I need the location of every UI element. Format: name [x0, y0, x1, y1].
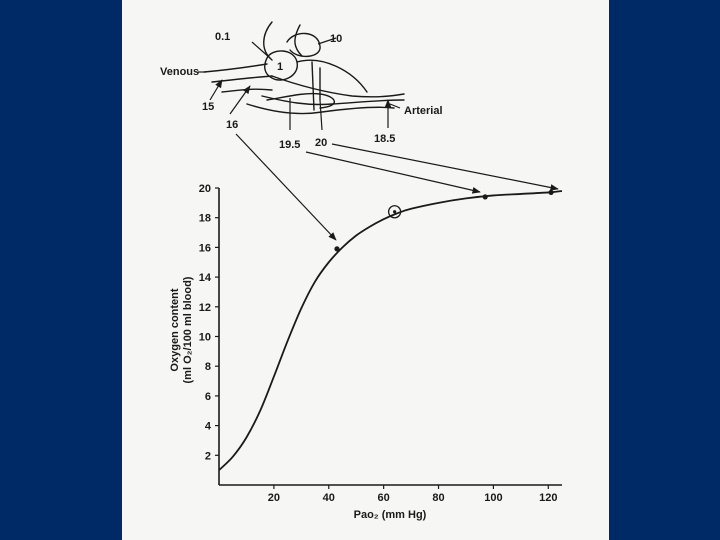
pointer-15 [210, 80, 222, 100]
shunt-circle [287, 33, 320, 56]
circled-point [393, 210, 396, 213]
x-tick-label: 40 [322, 492, 335, 504]
label-195: 19.5 [279, 139, 301, 151]
label-1: 1 [277, 61, 284, 73]
y-tick-label: 2 [204, 450, 211, 463]
vessel-main-top [272, 76, 404, 97]
label-185: 18.5 [374, 133, 396, 145]
y-tick-label: 18 [198, 212, 211, 225]
circulation-diagram [204, 22, 404, 114]
vessel-upper-b [295, 25, 302, 56]
label-arterial: Arterial [404, 105, 443, 117]
y-tick-label: 16 [198, 242, 211, 255]
label-10: 10 [330, 33, 343, 45]
label-20: 20 [315, 137, 328, 149]
y-tick-label: 8 [204, 361, 211, 374]
y-tick-label: 12 [198, 301, 211, 314]
x-tick-label: 80 [432, 492, 445, 504]
chart-series [219, 191, 562, 470]
chart-axes [219, 188, 562, 485]
arrow-195-to-curve [306, 152, 480, 192]
y-tick-label: 4 [204, 420, 211, 433]
chart-points [334, 190, 553, 252]
curve-point [548, 190, 553, 195]
pointer-01 [252, 42, 270, 58]
curve-point [483, 194, 488, 199]
y-tick-label: 6 [204, 390, 211, 403]
y-tick-label: 14 [198, 272, 211, 285]
venous-vessel-top [204, 64, 267, 72]
label-15: 15 [202, 101, 215, 113]
oxygen-dissociation-curve [219, 191, 562, 470]
oxygen-content-figure [122, 0, 609, 540]
slide-panel [122, 0, 609, 540]
x-axis-label: Pao₂ (mm Hg) [353, 509, 427, 521]
y-tick-label: 10 [198, 331, 211, 344]
y-tick-label: 20 [198, 183, 211, 195]
arrow-20-to-curve [332, 144, 558, 189]
vessel-lower-loop [267, 94, 334, 108]
vessel-divider-2 [312, 62, 314, 110]
x-tick-label: 60 [377, 492, 390, 504]
label-16: 16 [226, 119, 239, 131]
label-venous: Venous [160, 66, 200, 78]
curve-point [334, 246, 339, 251]
y-axis-label-line1: Oxygen content [169, 288, 181, 372]
x-tick-label: 100 [484, 492, 503, 504]
label-01: 0.1 [215, 31, 231, 43]
chart-ticks [199, 183, 558, 504]
x-tick-label: 20 [267, 492, 281, 504]
x-tick-label: 120 [539, 492, 558, 504]
y-axis-label-line2: (ml O₂/100 ml blood) [182, 276, 194, 384]
